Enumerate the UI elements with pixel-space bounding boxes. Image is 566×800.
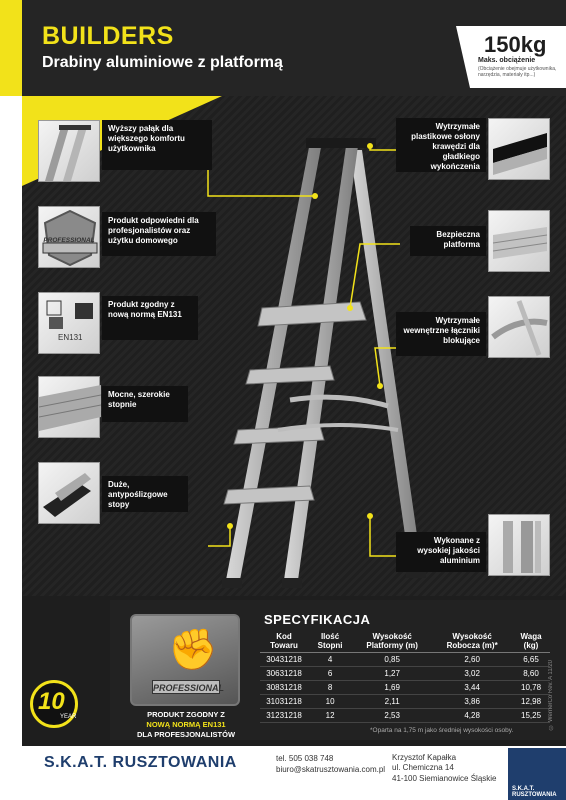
connector-dot [347,305,353,311]
handrail-photo [38,120,100,182]
table-cell: 2,53 [352,709,432,723]
table-cell: 12 [308,709,352,723]
table-cell: 30831218 [260,681,308,695]
table-row [260,681,550,695]
table-row [260,653,550,667]
warranty-years: 10 [38,688,65,715]
table-cell: 31031218 [260,695,308,709]
table-cell: 3,86 [432,695,512,709]
profile-photo [488,514,550,576]
table-cell: 31231218 [260,709,308,723]
table-cell: 2,60 [432,653,512,667]
en131-label: EN131 [58,333,83,342]
connector-dot [312,193,318,199]
table-cell: 15,25 [512,709,550,723]
connector-dot [377,383,383,389]
footer-brand: S.K.A.T. RUSZTOWANIA [44,754,237,771]
feature-connectors: Wytrzymałe wewnętrzne łączniki blokujące [396,312,486,356]
table-cell: 3,02 [432,667,512,681]
footer-phone[interactable]: tel. 505 038 748 [276,754,334,763]
table-cell: 2,11 [352,695,432,709]
fist-icon: ✊ [168,628,218,672]
compliance-line-3: DLA PROFESJONALISTÓW [136,729,236,739]
spec-table [260,630,550,723]
spec-header-steps: Ilość Stopni [308,630,352,653]
spec-header-row [260,630,550,653]
max-load-label: Maks. obciążenie [478,57,536,64]
table-row [260,709,550,723]
feature-aluminium: Wykonane z wysokiej jakości aluminium [396,532,486,572]
table-cell: 8 [308,681,352,695]
table-cell: 3,44 [432,681,512,695]
table-cell: 1,69 [352,681,432,695]
max-load-value: 150kg [484,32,547,57]
table-cell: 10,78 [512,681,550,695]
max-load-note: (Obciążenie obejmuje użytkownika, narzędzia, materiały itp...) [478,66,557,78]
spec-header-platform-height: Wysokość Platformy (m) [352,630,432,653]
feature-professional: Produkt odpowiedni dla profesjonalistów oraz użytku domowego [102,212,216,256]
connector-dot [227,523,233,529]
table-row [260,667,550,681]
feature-feet: Duże, antypoślizgowe stopy [102,476,188,512]
footer-address [392,753,497,784]
professional-badge-text: PROFESSIONAL [43,237,95,244]
connector-line [208,526,230,546]
table-cell: 0,85 [352,653,432,667]
feature-handrail: Wyższy pałąk dla większego komfortu użytkownika [102,120,212,170]
footer-address-line: ul. Chemiczna 14 [392,763,454,773]
feet-photo [38,462,100,524]
footer-address-line: 41-100 Siemianowice Śląskie [392,773,497,783]
footer-address-line: Krzysztof Kapałka [392,753,457,762]
connector-photo [488,296,550,358]
table-cell: 12,98 [512,695,550,709]
brand-title: BUILDERS [42,22,174,50]
connector-dot [367,143,373,149]
spec-footnote: *Oparta na 1,75 m jako średniej wysokości osoby. [370,727,514,734]
feature-en131: Produkt zgodny z nową normą EN131 [102,296,198,340]
spec-header-working-height: Wysokość Robocza (m)* [432,630,512,653]
platform-photo [488,210,550,272]
connector-line [350,244,400,308]
table-cell: 8,60 [512,667,550,681]
professional-badge-label: PROFESSIONAL [152,680,220,694]
table-cell: 30631218 [260,667,308,681]
table-cell: 1,27 [352,667,432,681]
spec-header-weight: Waga (kg) [512,630,550,653]
connector-dot [367,513,373,519]
edge-cover-photo [488,118,550,180]
warranty-years-text: YEAR [60,714,77,720]
table-cell: 4,28 [432,709,512,723]
connector-line [208,164,315,196]
table-row [260,695,550,709]
feature-steps: Mocne, szerokie stopnie [102,386,188,422]
table-cell: 4 [308,653,352,667]
table-cell: 6,65 [512,653,550,667]
footer-email-link[interactable]: biuro@skatrusztowania.com.pl [276,765,386,774]
step-photo [38,376,100,438]
product-compliance-note [124,710,248,739]
max-load-box [470,26,566,88]
compliance-line-1: PRODUKT ZGODNY Z [147,710,225,719]
compliance-line-2: NOWĄ NORMĄ EN131 [146,719,226,729]
table-cell: 30431218 [260,653,308,667]
page-subtitle: Drabiny aluminiowe z platformą [42,54,283,71]
spec-title: SPECYFIKACJA [264,612,371,627]
footer-logo-text: S.K.A.T. RUSZTOWANIA [512,786,557,798]
en131-certificate-icon [38,292,100,354]
table-cell: 10 [308,695,352,709]
feature-platform: Bezpieczna platforma [410,226,486,256]
table-cell: 6 [308,667,352,681]
spec-header-code: Kod Towaru [260,630,308,653]
document-revision-code: © WernerCo Rev. A 11/20 [548,660,554,730]
header-accent-bar [0,0,22,96]
feature-edge-covers: Wytrzymałe plastikowe osłony krawędzi dla gładkiego wykończenia [396,118,486,172]
